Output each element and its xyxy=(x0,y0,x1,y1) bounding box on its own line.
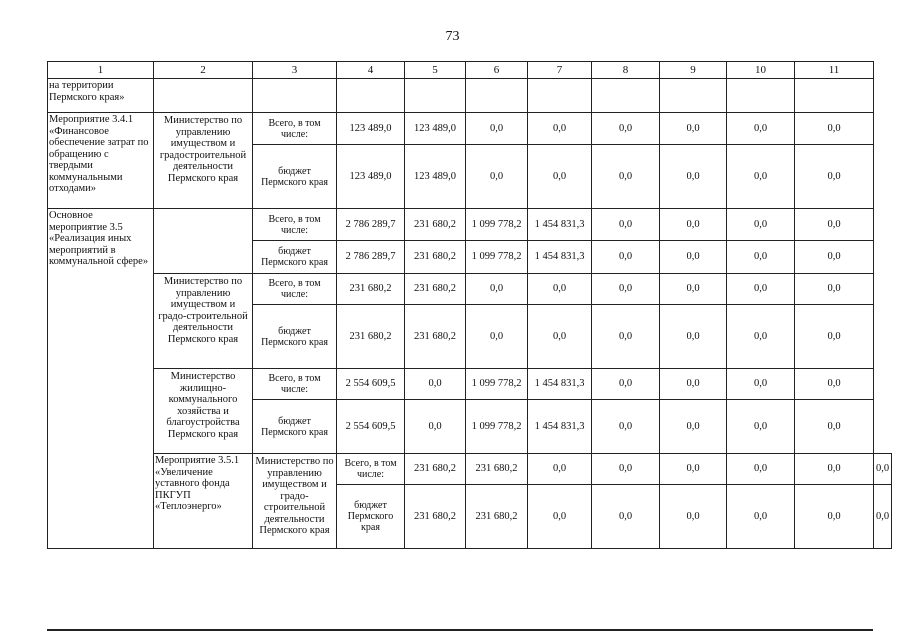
table-cell: 0,0 xyxy=(660,400,727,454)
table-cell: 231 680,2 xyxy=(337,305,405,369)
table-cell: 1 099 778,2 xyxy=(466,241,528,274)
table-cell: 0,0 xyxy=(466,305,528,369)
table-cell: 0,0 xyxy=(727,113,795,145)
table-cell: 0,0 xyxy=(592,454,660,485)
table-cell: 0,0 xyxy=(727,400,795,454)
table-cell: 231 680,2 xyxy=(405,209,466,241)
table-cell: 231 680,2 xyxy=(405,485,466,549)
table-cell: 0,0 xyxy=(727,274,795,305)
table-cell: 0,0 xyxy=(592,145,660,209)
executor: Министерство по управлению имуществом и градостроительной деятельности Пермского края xyxy=(154,113,253,209)
table-cell: 231 680,2 xyxy=(405,454,466,485)
table-cell: 0,0 xyxy=(795,113,874,145)
table-cell: 0,0 xyxy=(795,209,874,241)
table-cell: 0,0 xyxy=(660,113,727,145)
table-cell: 1 454 831,3 xyxy=(528,241,592,274)
executor: Министерство по управлению имуществом и градо-строительной деятельности Пермского края xyxy=(253,454,337,549)
table-cell: 0,0 xyxy=(528,485,592,549)
table-cell: 0,0 xyxy=(660,305,727,369)
table-cell: 1 099 778,2 xyxy=(466,400,528,454)
row-kind: Всего, в том числе: xyxy=(253,274,337,305)
table-cell: 0,0 xyxy=(592,113,660,145)
table-cell: 0,0 xyxy=(795,241,874,274)
table-cell: 0,0 xyxy=(727,369,795,400)
table-cell: 0,0 xyxy=(727,454,795,485)
table-cell: 0,0 xyxy=(727,209,795,241)
row-kind: Всего, в том числе: xyxy=(253,209,337,241)
table-cell: 0,0 xyxy=(592,241,660,274)
column-header: 11 xyxy=(795,62,874,79)
table-cell: 0,0 xyxy=(528,113,592,145)
table-cell: 123 489,0 xyxy=(337,145,405,209)
table-row xyxy=(48,113,892,145)
table-cell: 231 680,2 xyxy=(405,274,466,305)
table-cell: 231 680,2 xyxy=(337,274,405,305)
column-header: 8 xyxy=(592,62,660,79)
next-table-edge xyxy=(47,629,873,642)
column-header: 4 xyxy=(337,62,405,79)
activity-name: Мероприятие 3.4.1 «Финансовое обеспечение затрат по обращению с твердыми коммунальными отходами» xyxy=(48,113,154,209)
column-header: 10 xyxy=(727,62,795,79)
table-cell: 0,0 xyxy=(795,400,874,454)
executor: Министерство жилищно-коммунального хозяйства и благоустройства Пермского края xyxy=(154,369,253,454)
table-cell: 2 786 289,7 xyxy=(337,241,405,274)
executor: Министерство по управлению имуществом и градо-строительной деятельности Пермского края xyxy=(154,274,253,369)
row-kind: бюджет Пермского края xyxy=(253,145,337,209)
table-cell: 0,0 xyxy=(795,369,874,400)
table-cell: 0,0 xyxy=(874,485,892,549)
table-cell: 0,0 xyxy=(466,113,528,145)
row-kind: Всего, в том числе: xyxy=(337,454,405,485)
table-row xyxy=(48,274,892,305)
table-cell: 231 680,2 xyxy=(466,485,528,549)
table-cell: 2 786 289,7 xyxy=(337,209,405,241)
table-cell: 0,0 xyxy=(874,454,892,485)
table-cell: 231 680,2 xyxy=(405,241,466,274)
column-header: 2 xyxy=(154,62,253,79)
table-cell: 0,0 xyxy=(405,400,466,454)
row-kind: бюджет Пермского края xyxy=(337,485,405,549)
table-cell: 0,0 xyxy=(660,454,727,485)
column-header: 5 xyxy=(405,62,466,79)
table-cell: 0,0 xyxy=(592,274,660,305)
row-kind: Всего, в том числе: xyxy=(253,369,337,400)
table-cell: 0,0 xyxy=(528,454,592,485)
activity-name: Мероприятие 3.5.1 «Увеличение уставного фонда ПКГУП «Теплоэнерго» xyxy=(154,454,253,549)
table-cell: 0,0 xyxy=(660,485,727,549)
table-cell: 2 554 609,5 xyxy=(337,400,405,454)
column-header: 1 xyxy=(48,62,154,79)
table-row xyxy=(48,209,892,241)
table-cell: 231 680,2 xyxy=(466,454,528,485)
table-cell: 1 454 831,3 xyxy=(528,400,592,454)
table-cell: 0,0 xyxy=(466,145,528,209)
table-cell: 2 554 609,5 xyxy=(337,369,405,400)
row-kind: Всего, в том числе: xyxy=(253,113,337,145)
table-cell: 0,0 xyxy=(727,241,795,274)
row-kind: бюджет Пермского края xyxy=(253,241,337,274)
table-cell: 0,0 xyxy=(660,241,727,274)
table-cell: 0,0 xyxy=(660,369,727,400)
table-cell: 0,0 xyxy=(592,369,660,400)
table-cell: 123 489,0 xyxy=(405,145,466,209)
column-header: 6 xyxy=(466,62,528,79)
table-cell: 0,0 xyxy=(405,369,466,400)
table-cell: 0,0 xyxy=(795,485,874,549)
column-header: 3 xyxy=(253,62,337,79)
table-cell: 0,0 xyxy=(592,209,660,241)
table-cell: 123 489,0 xyxy=(337,113,405,145)
table-cell: 0,0 xyxy=(592,400,660,454)
row-kind: бюджет Пермского края xyxy=(253,400,337,454)
activity-name: Основное мероприятие 3.5 «Реализация иных мероприятий в коммунальной сфере» xyxy=(48,209,154,549)
table-cell: 231 680,2 xyxy=(405,305,466,369)
table-cell: 0,0 xyxy=(528,305,592,369)
table-row xyxy=(48,454,892,485)
table-cell: 1 099 778,2 xyxy=(466,209,528,241)
table-cell: 0,0 xyxy=(660,145,727,209)
table-cell: 0,0 xyxy=(528,274,592,305)
table-cell: 1 099 778,2 xyxy=(466,369,528,400)
activity-name: на территории Пермского края» xyxy=(48,79,154,113)
table-cell: 1 454 831,3 xyxy=(528,209,592,241)
column-header-row xyxy=(48,62,892,79)
table-cell: 0,0 xyxy=(466,274,528,305)
table-cell: 0,0 xyxy=(795,145,874,209)
table-cell: 0,0 xyxy=(727,145,795,209)
table-cell: 1 454 831,3 xyxy=(528,369,592,400)
table-cell: 0,0 xyxy=(528,145,592,209)
column-header: 7 xyxy=(528,62,592,79)
table-cell: 0,0 xyxy=(727,485,795,549)
budget-table xyxy=(47,61,892,549)
row-kind: бюджет Пермского края xyxy=(253,305,337,369)
column-header: 9 xyxy=(660,62,727,79)
table-cell: 0,0 xyxy=(727,305,795,369)
table-cell: 0,0 xyxy=(795,274,874,305)
table-cell: 123 489,0 xyxy=(405,113,466,145)
table-cell: 0,0 xyxy=(592,485,660,549)
table-cell: 0,0 xyxy=(592,305,660,369)
table-row xyxy=(48,369,892,400)
table-cell: 0,0 xyxy=(660,274,727,305)
table-row xyxy=(48,79,892,113)
table-cell: 0,0 xyxy=(795,305,874,369)
table-cell: 0,0 xyxy=(795,454,874,485)
page-number: 73 xyxy=(445,29,460,44)
table-cell: 0,0 xyxy=(660,209,727,241)
